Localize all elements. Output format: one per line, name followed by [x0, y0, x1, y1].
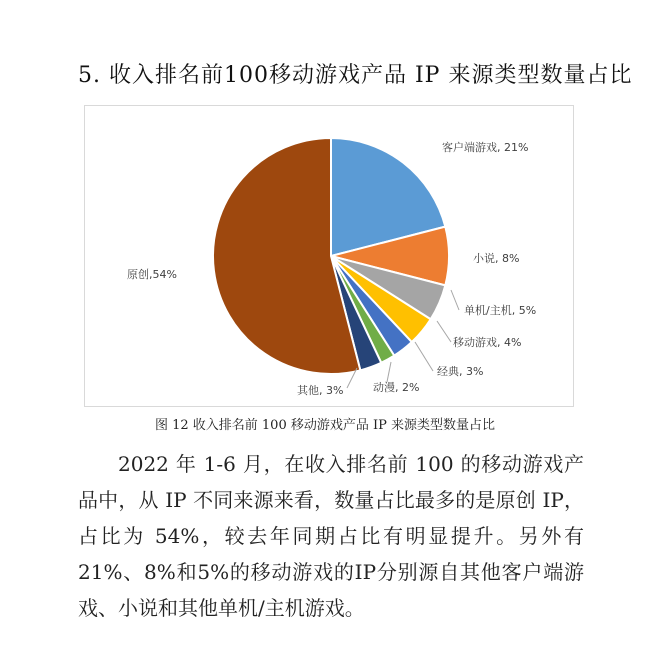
- slice-label-0: 客户端游戏, 21%: [442, 141, 529, 154]
- slice-label-5: 动漫, 2%: [373, 381, 420, 394]
- leader-line-3: [437, 321, 451, 342]
- slice-label-4: 经典, 3%: [437, 365, 484, 378]
- pie-chart: [84, 105, 574, 407]
- paragraph-text: 2022 年 1-6 月，在收入排名前 100 的移动游戏产品中，从 IP 不同来源来看，数量占比最多的是原创 IP，占比为 54%，较去年同期占比有明显提升。另外有21%、8%和5%的移动游戏的IP分别源自其他客户端游戏、小说和其他单机/主机游戏。: [78, 452, 584, 620]
- pie-chart-svg: [85, 106, 575, 408]
- slice-label-7: 原创,54%: [127, 268, 177, 281]
- section-title: 5. 收入排名前100移动游戏产品 IP 来源类型数量占比: [78, 63, 633, 88]
- slice-label-2: 单机/主机, 5%: [464, 304, 537, 317]
- leader-line-2: [451, 290, 459, 310]
- figure-caption: 图 12 收入排名前 100 移动游戏产品 IP 来源类型数量占比: [154, 418, 496, 433]
- slice-label-1: 小说, 8%: [473, 252, 520, 265]
- leader-line-5: [387, 362, 391, 382]
- slice-label-6: 其他, 3%: [297, 384, 344, 397]
- leader-line-4: [415, 342, 433, 371]
- body-paragraph: [78, 446, 584, 626]
- slice-label-3: 移动游戏, 4%: [453, 336, 522, 349]
